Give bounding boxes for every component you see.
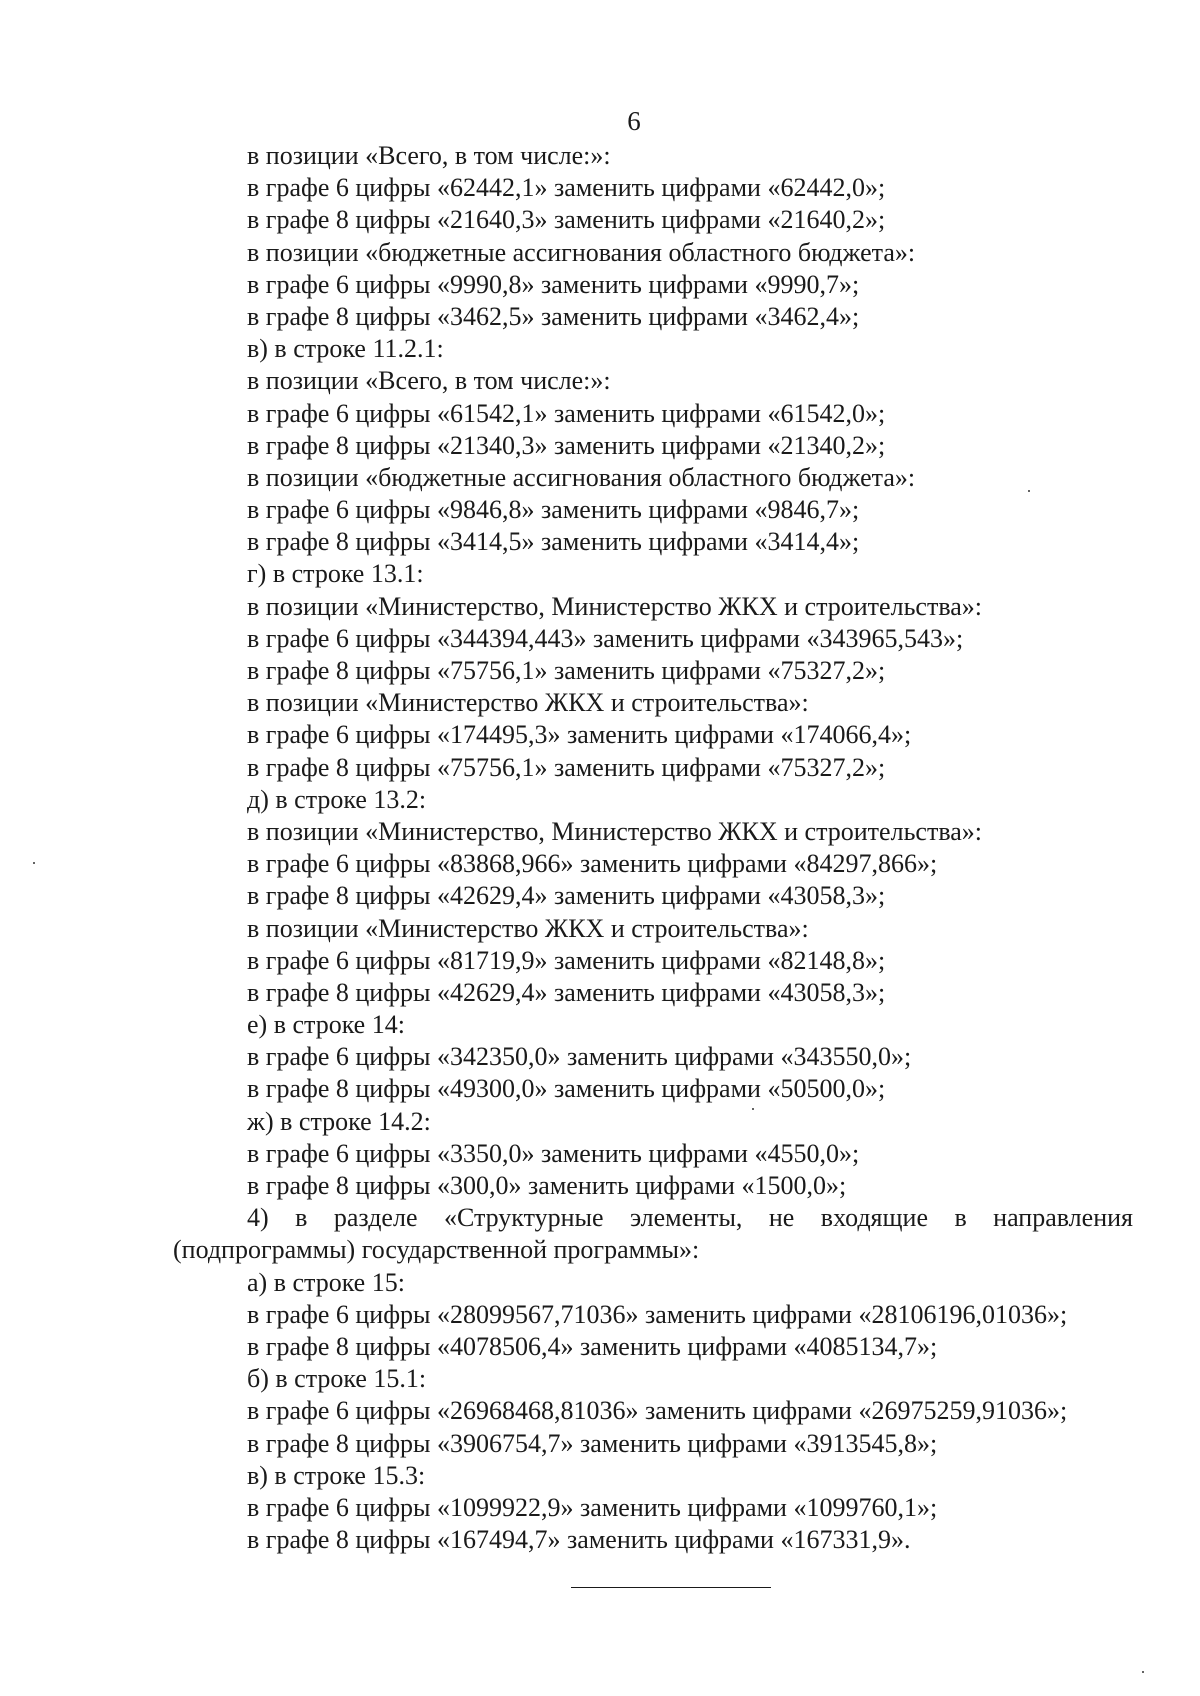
text-line: ж) в строке 14.2: (247, 1106, 431, 1136)
text-line: в графе 6 цифры «61542,1» заменить цифрами «61542,0»; (247, 398, 886, 428)
text-line: в графе 8 цифры «42629,4» заменить цифрами «43058,3»; (247, 881, 886, 911)
text-line: в графе 6 цифры «3350,0» заменить цифрами «4550,0»; (247, 1138, 860, 1168)
scan-speck (1028, 490, 1030, 492)
text-line: в графе 8 цифры «300,0» заменить цифрами «1500,0»; (247, 1171, 847, 1200)
text-line: в графе 6 цифры «9990,8» заменить цифрами «9990,7»; (247, 269, 860, 299)
text-line: в графе 8 цифры «167494,7» заменить цифрами «167331,9». (247, 1525, 911, 1555)
section-heading-line: 4) в разделе «Структурные элементы, не входящие в направления (247, 1203, 1133, 1233)
text-line: в графе 6 цифры «344394,443» заменить цифрами «343965,543»; (247, 623, 964, 653)
text-line: в графе 8 цифры «3414,5» заменить цифрами «3414,4»; (247, 527, 860, 557)
text-line: в позиции «Министерство ЖКХ и строительства»: (247, 913, 809, 943)
text-line: в графе 6 цифры «174495,3» заменить цифрами «174066,4»; (247, 720, 912, 750)
scan-speck (752, 1108, 754, 1110)
end-rule (571, 1587, 771, 1588)
text-line: в графе 6 цифры «83868,966» заменить цифрами «84297,866»; (247, 849, 938, 879)
text-line: в графе 8 цифры «42629,4» заменить цифрами «43058,3»; (247, 977, 886, 1007)
text-line: в графе 6 цифры «62442,1» заменить цифрами «62442,0»; (247, 173, 886, 203)
text-line: б) в строке 15.1: (247, 1364, 427, 1394)
text-line: в позиции «Всего, в том числе:»: (247, 141, 611, 170)
text-line: в) в строке 11.2.1: (247, 334, 444, 364)
text-line: в позиции «Министерство, Министерство ЖКХ и строительства»: (247, 591, 983, 621)
text-line: в позиции «бюджетные ассигнования областного бюджета»: (247, 237, 916, 267)
text-line: в графе 6 цифры «1099922,9» заменить цифрами «1099760,1»; (247, 1492, 938, 1522)
text-line: в графе 8 цифры «75756,1» заменить цифрами «75327,2»; (247, 656, 886, 685)
text-line: в графе 6 цифры «26968468,81036» заменить цифрами «26975259,91036»; (247, 1396, 1068, 1426)
text-line: а) в строке 15: (247, 1267, 405, 1297)
text-line: в графе 8 цифры «49300,0» заменить цифрами «50500,0»; (247, 1074, 886, 1104)
text-line: в графе 8 цифры «21640,3» заменить цифрами «21640,2»; (247, 205, 886, 235)
text-line: в графе 8 цифры «3906754,7» заменить цифрами «3913545,8»; (247, 1428, 938, 1458)
text-line: в позиции «Министерство ЖКХ и строительства»: (247, 688, 809, 718)
text-line: в графе 6 цифры «81719,9» заменить цифрами «82148,8»; (247, 945, 886, 975)
text-line: в графе 6 цифры «342350,0» заменить цифрами «343550,0»; (247, 1042, 912, 1072)
text-line: д) в строке 13.2: (247, 784, 427, 814)
text-line: в графе 8 цифры «75756,1» заменить цифрами «75327,2»; (247, 752, 886, 782)
document-body (173, 140, 1133, 1556)
scan-speck (33, 862, 35, 864)
text-line: в графе 8 цифры «21340,3» заменить цифрами «21340,2»; (247, 430, 886, 460)
text-line: е) в строке 14: (247, 1010, 405, 1040)
text-line: г) в строке 13.1: (247, 559, 424, 589)
text-line: в графе 6 цифры «28099567,71036» заменить цифрами «28106196,01036»; (247, 1299, 1068, 1329)
section-heading-continuation: (подпрограммы) государственной программы»: (173, 1235, 700, 1265)
text-line: в позиции «Всего, в том числе:»: (247, 366, 611, 396)
text-line: в графе 6 цифры «9846,8» заменить цифрами «9846,7»; (247, 495, 860, 525)
text-line: в графе 8 цифры «4078506,4» заменить цифрами «4085134,7»; (247, 1331, 938, 1361)
scan-speck (1142, 1671, 1144, 1673)
text-line: в позиции «бюджетные ассигнования областного бюджета»: (247, 462, 916, 492)
text-line: в графе 8 цифры «3462,5» заменить цифрами «3462,4»; (247, 301, 860, 331)
page-number: 6 (627, 106, 641, 136)
text-line: в) в строке 15.3: (247, 1460, 426, 1490)
text-line: в позиции «Министерство, Министерство ЖКХ и строительства»: (247, 816, 983, 846)
